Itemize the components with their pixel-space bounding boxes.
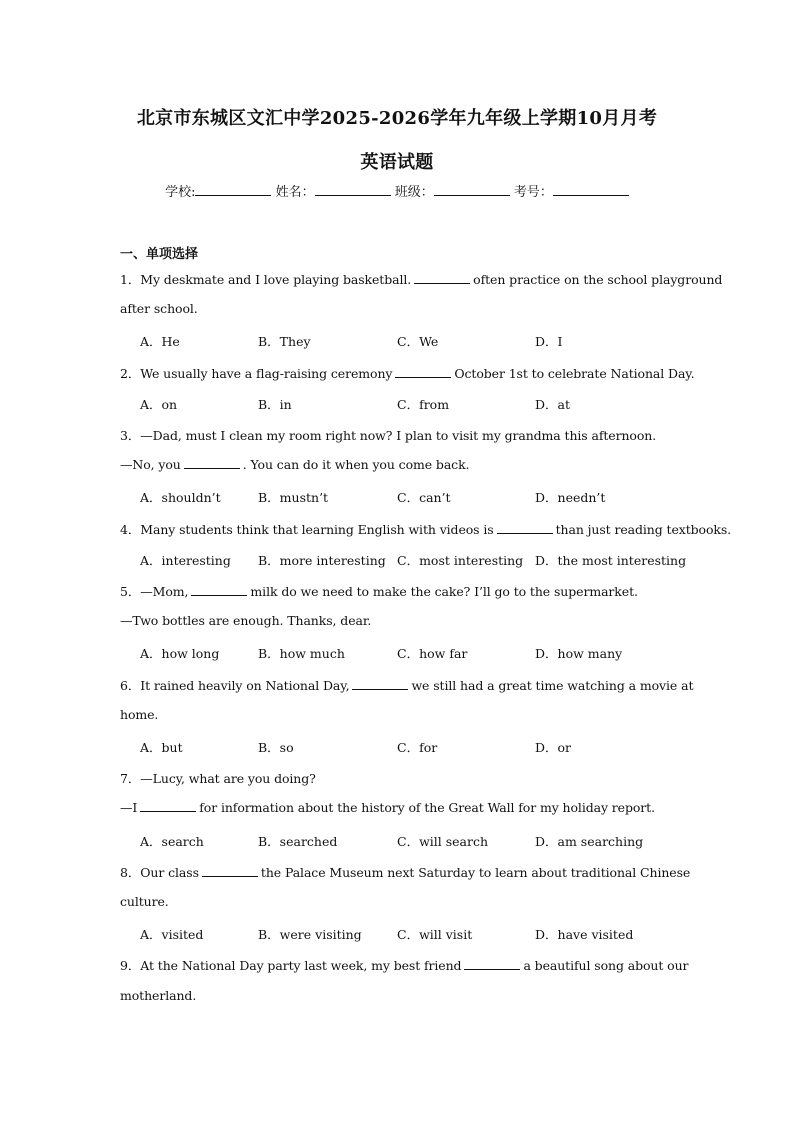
option-b[interactable]: B．searched	[258, 834, 338, 849]
option-b[interactable]: B．how much	[258, 646, 345, 661]
answer-blank[interactable]	[464, 958, 520, 970]
exam-title-line2: 英语试题	[360, 152, 434, 173]
question-4-line-1	[120, 520, 731, 538]
student-info-row	[0, 181, 794, 200]
question-text: —Lucy, what are you doing?	[140, 771, 316, 786]
option-a[interactable]: A．how long	[140, 646, 220, 661]
question-text: milk do we need to make the cake? I’ll go to the supermarket.	[250, 584, 638, 599]
exam-number-label: 考号：	[513, 185, 553, 200]
answer-blank[interactable]	[497, 522, 553, 534]
option-d[interactable]: D．have visited	[535, 927, 634, 942]
answer-blank[interactable]	[202, 865, 258, 877]
answer-blank[interactable]	[414, 272, 470, 284]
option-c[interactable]: C．can’t	[397, 490, 451, 505]
question-3-line-1	[120, 426, 656, 444]
question-1-line-1	[120, 270, 722, 288]
question-text: My deskmate and I love playing basketball.	[140, 272, 412, 287]
school-label: 学校:	[165, 185, 196, 200]
option-c[interactable]: C．for	[397, 740, 438, 755]
option-c[interactable]: C．will search	[397, 834, 489, 849]
question-text: for information about the history of the Great Wall for my holiday report.	[199, 800, 655, 815]
option-a[interactable]: A．He	[140, 334, 180, 349]
option-d[interactable]: D．I	[535, 334, 563, 349]
question-text: We usually have a flag-raising ceremony	[140, 366, 393, 381]
question-8-line-2: culture.	[120, 894, 169, 909]
question-3-line-2	[120, 457, 469, 472]
question-7-line-2	[120, 800, 655, 815]
question-7-line-1	[120, 769, 316, 787]
class-blank[interactable]	[434, 183, 510, 196]
answer-blank[interactable]	[140, 800, 196, 812]
answer-blank[interactable]	[191, 584, 247, 596]
option-a[interactable]: A．on	[140, 397, 178, 412]
option-a[interactable]: A．search	[140, 834, 204, 849]
question-2-line-1	[120, 364, 694, 382]
question-text: often practice on the school playground	[473, 272, 723, 287]
question-text: we still had a great time watching a movie at	[411, 678, 694, 693]
question-text: —Mom,	[140, 584, 189, 599]
answer-blank[interactable]	[395, 366, 451, 378]
option-c[interactable]: C．from	[397, 397, 450, 412]
question-6-line-1	[120, 676, 693, 694]
question-5-line-1	[120, 582, 638, 600]
option-c[interactable]: C．We	[397, 334, 439, 349]
name-blank[interactable]	[315, 183, 391, 196]
question-number: 7．	[120, 771, 141, 786]
option-b[interactable]: B．more interesting	[258, 553, 386, 568]
option-b[interactable]: B．were visiting	[258, 927, 362, 942]
class-label: 班级：	[394, 185, 434, 200]
question-number: 4．	[120, 522, 141, 537]
school-blank[interactable]	[195, 183, 271, 196]
option-d[interactable]: D．at	[535, 397, 570, 412]
option-c[interactable]: C．will visit	[397, 927, 473, 942]
question-1-line-2: after school.	[120, 301, 198, 316]
question-5-line-2: —Two bottles are enough. Thanks, dear.	[120, 613, 372, 628]
question-text: —No, you	[120, 457, 181, 472]
exam-title-line1: 北京市东城区文汇中学2025-2026学年九年级上学期10月月考	[136, 108, 658, 129]
question-text: than just reading textbooks.	[555, 522, 732, 537]
option-b[interactable]: B．They	[258, 334, 311, 349]
question-number: 9．	[120, 958, 141, 973]
answer-blank[interactable]	[184, 457, 240, 469]
answer-blank[interactable]	[352, 678, 408, 690]
option-d[interactable]: D．am searching	[535, 834, 644, 849]
question-text: a beautiful song about our	[523, 958, 689, 973]
question-text: the Palace Museum next Saturday to learn about traditional Chinese	[260, 865, 691, 880]
question-text: It rained heavily on National Day,	[140, 678, 350, 693]
question-number: 3．	[120, 428, 141, 443]
question-text: —Dad, must I clean my room right now? I plan to visit my grandma this afternoon.	[140, 428, 657, 443]
question-number: 5．	[120, 584, 141, 599]
option-d[interactable]: D．or	[535, 740, 572, 755]
option-b[interactable]: B．in	[258, 397, 292, 412]
option-d[interactable]: D．how many	[535, 646, 623, 661]
question-9-line-1	[120, 956, 688, 974]
question-text: At the National Day party last week, my best friend	[140, 958, 462, 973]
question-text: October 1st to celebrate National Day.	[454, 366, 695, 381]
option-a[interactable]: A．visited	[140, 927, 204, 942]
exam-number-blank[interactable]	[553, 183, 629, 196]
question-6-line-2: home.	[120, 707, 159, 722]
section-title: 一、单项选择	[120, 247, 199, 262]
question-number: 6．	[120, 678, 141, 693]
question-number: 8．	[120, 865, 141, 880]
option-b[interactable]: B．so	[258, 740, 294, 755]
question-text: Our class	[140, 865, 199, 880]
question-number: 1．	[120, 272, 141, 287]
question-number: 2．	[120, 366, 141, 381]
question-text: . You can do it when you come back.	[242, 457, 470, 472]
option-c[interactable]: C．most interesting	[397, 553, 524, 568]
question-8-line-1	[120, 863, 690, 881]
option-b[interactable]: B．mustn’t	[258, 490, 329, 505]
question-text: —I	[120, 800, 138, 815]
option-d[interactable]: D．needn’t	[535, 490, 606, 505]
option-a[interactable]: A．but	[140, 740, 183, 755]
option-c[interactable]: C．how far	[397, 646, 468, 661]
option-a[interactable]: A．interesting	[140, 553, 231, 568]
question-9-line-2: motherland.	[120, 988, 197, 1003]
option-d[interactable]: D．the most interesting	[535, 553, 687, 568]
option-a[interactable]: A．shouldn’t	[140, 490, 221, 505]
question-text: Many students think that learning English with videos is	[140, 522, 494, 537]
name-label: 姓名：	[275, 185, 315, 200]
